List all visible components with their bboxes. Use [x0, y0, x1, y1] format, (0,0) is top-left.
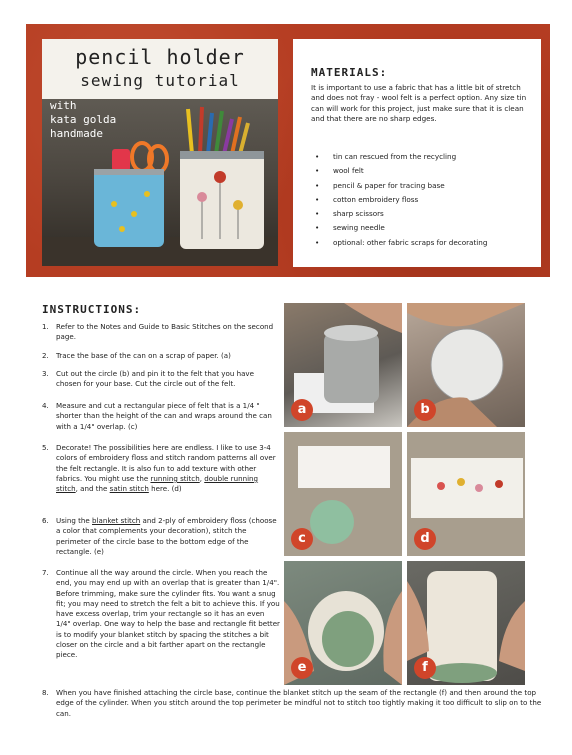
photo-label-badge: e	[291, 657, 313, 679]
step-text: Refer to the Notes and Guide to Basic Stitches on the second page.	[56, 322, 274, 342]
step-text: Measure and cut a rectangular piece of felt that is a 1/4 " shorter than the height of the can and wraps around the can with a 1/4" overlap. (c)	[56, 401, 272, 431]
photo-label-badge: d	[414, 528, 436, 550]
step-text: and 2-ply of embroidery floss (choose a color that complements your decoration), stitch the perimeter of the circle base to the bottom edge of the rectangle. (e)	[56, 516, 277, 556]
photo-label-badge: b	[414, 399, 436, 421]
double-running-stitch-link[interactable]: double running stitch	[56, 473, 259, 494]
photo-label-badge: a	[291, 399, 313, 421]
list-item: • pencil & paper for tracing base	[311, 179, 487, 193]
byline-line: handmade	[50, 127, 103, 140]
pencils	[188, 107, 248, 154]
step-number: 2.	[42, 351, 49, 360]
step-text: Cut out the circle (b) and pin it to the felt that you have chosen for your base. Cut the circle out of the felt.	[56, 369, 254, 389]
hero-photo	[42, 39, 278, 266]
step-1	[42, 322, 280, 343]
satin-stitch-link[interactable]: satin stitch	[109, 484, 149, 494]
step-number: 6.	[42, 516, 49, 525]
step-number: 3.	[42, 369, 49, 378]
blanket-stitch-link[interactable]: blanket stitch	[92, 516, 141, 525]
list-item: • optional: other fabric scraps for decorating	[311, 236, 487, 250]
running-stitch-link[interactable]: running stitch	[150, 473, 200, 483]
step-8	[42, 688, 550, 719]
photo-c	[284, 432, 402, 556]
step-text: Trace the base of the can on a scrap of paper. (a)	[56, 351, 231, 360]
step-number: 5.	[42, 443, 49, 452]
photo-d	[407, 432, 525, 556]
list-item: • sharp scissors	[311, 207, 487, 221]
step-text: Continue all the way around the circle. When you reach the end, you may end up with an overlap that is greater than 1/4". Before trimming, make sure the cylinder fits. You want a snug fit; you may need to stretch the felt a bit to achieve this. If you have excess overlap, trim your rectangle so it has an even 1/4" overlap. One way to help the base and rectangle fit better is to modify your blanket stitch by spacing the stitches a bit closer on the circle and a bit farther apart on the rectangle piece.	[56, 568, 280, 660]
step-number: 1.	[42, 322, 49, 331]
byline-line: with	[50, 99, 77, 112]
pencil-cups-illustration	[42, 39, 278, 266]
instructions-heading: INSTRUCTIONS:	[42, 303, 142, 316]
step-text: here. (d)	[148, 484, 182, 494]
step-6	[42, 516, 280, 557]
step-number: 8.	[42, 688, 49, 697]
step-3	[42, 369, 280, 390]
step-5	[42, 443, 280, 494]
photo-label-badge: c	[291, 528, 313, 550]
step-number: 7.	[42, 568, 49, 577]
byline-line: kata golda	[50, 113, 117, 126]
list-item: • cotton embroidery floss	[311, 193, 487, 207]
separator-text: , and the	[75, 484, 110, 494]
step-number: 4.	[42, 401, 49, 410]
list-item: • tin can rescued from the recycling	[311, 150, 487, 164]
step-text: Using the	[56, 516, 93, 525]
step-text	[56, 516, 280, 557]
step-2	[42, 351, 280, 361]
list-item: • sewing needle	[311, 221, 487, 235]
page-title: pencil holder	[75, 45, 245, 69]
step-7	[42, 568, 280, 661]
list-item: • wool felt	[311, 164, 487, 178]
step-text: When you have finished attaching the circle base, continue the blanket stitch up the seam of the rectangle (f) and then around the top edge of the cylinder. When you stitch around the top perimeter be mindful not to stitch too tightly making it too difficult to slip on to the can.	[56, 688, 542, 718]
materials-heading: MATERIALS:	[311, 66, 388, 79]
materials-list	[311, 150, 487, 250]
materials-panel	[293, 39, 541, 267]
photo-label-badge: f	[414, 657, 436, 679]
page-subtitle: sewing tutorial	[80, 71, 240, 90]
photo-b	[407, 303, 525, 427]
materials-intro: It is important to use a fabric that has a little bit of stretch and does not fray - wool felt is a perfect option. Any size tin can will work for this project, just make sure that it is clean and that there are no sharp edges.	[311, 83, 527, 123]
step-text	[56, 443, 280, 494]
photo-a	[284, 303, 402, 427]
photo-e	[284, 561, 402, 685]
step-4	[42, 401, 280, 432]
photo-f	[407, 561, 525, 685]
step-text: Decorate! The possibilities here are endless. I like to use 3-4 colors of embroidery floss and stitch random patterns all over the felt rectangle. It is also fun to add texture with other fabrics. You might use the	[56, 443, 276, 483]
separator-text: ,	[199, 473, 205, 483]
